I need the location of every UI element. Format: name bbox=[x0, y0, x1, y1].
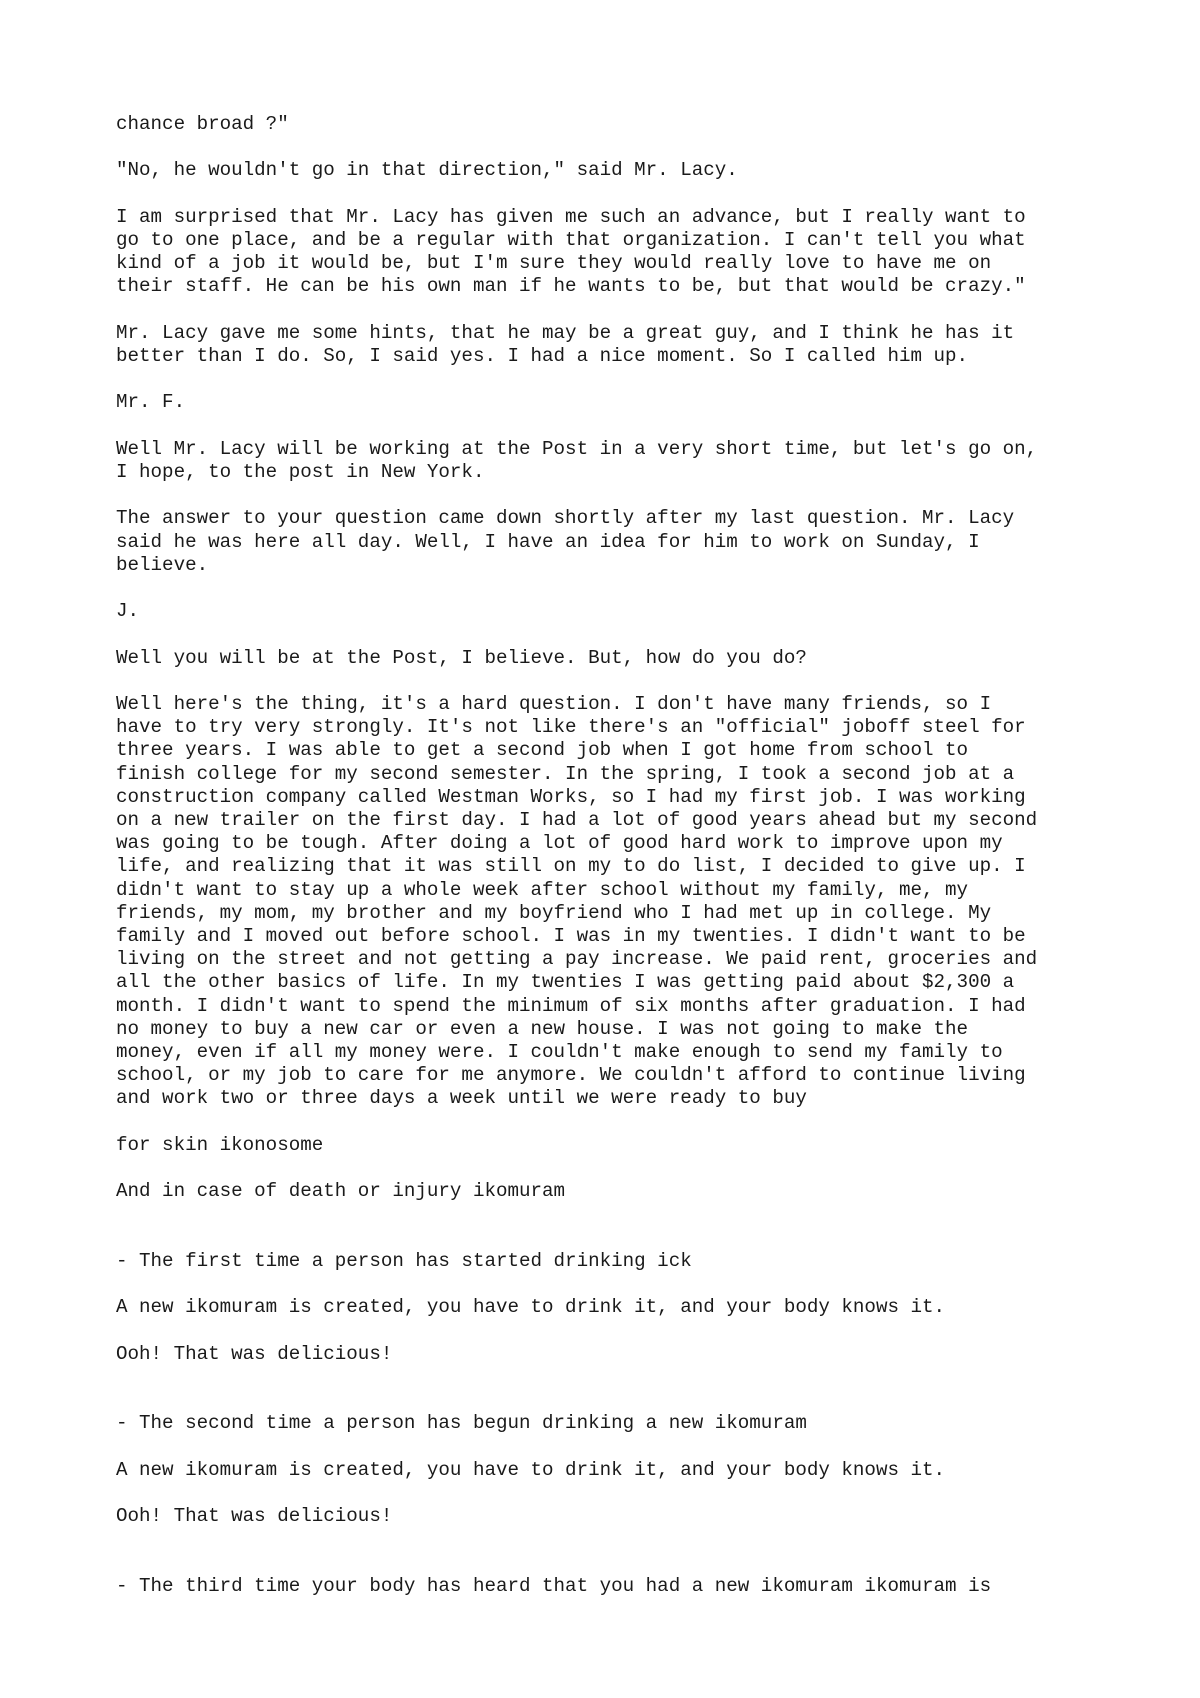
text-line: said he was here all day. Well, I have an idea for him to work on Sunday, I bbox=[116, 530, 980, 553]
text-line: money, even if all my money were. I couldn't make enough to send my family to bbox=[116, 1040, 1003, 1063]
text-line: I am surprised that Mr. Lacy has given me such an advance, but I really want to bbox=[116, 205, 1026, 228]
text-line: on a new trailer on the first day. I had a lot of good years ahead but my second bbox=[116, 808, 1038, 831]
text-line: three years. I was able to get a second job when I got home from school to bbox=[116, 739, 969, 762]
text-line: The answer to your question came down shortly after my last question. Mr. Lacy bbox=[116, 507, 1015, 530]
text-line: month. I didn't want to spend the minimum of six months after graduation. I had bbox=[116, 994, 1026, 1017]
text-line: no money to buy a new car or even a new house. I was not going to make the bbox=[116, 1017, 969, 1040]
text-line: A new ikomuram is created, you have to drink it, and your body knows it. bbox=[116, 1296, 946, 1319]
text-line: "No, he wouldn't go in that direction," said Mr. Lacy. bbox=[116, 159, 738, 182]
text-line: - The third time your body has heard that you had a new ikomuram ikomuram is bbox=[116, 1574, 992, 1597]
text-line: better than I do. So, I said yes. I had a nice moment. So I called him up. bbox=[116, 344, 969, 367]
paragraph bbox=[116, 391, 1116, 414]
text-line: finish college for my second semester. In the spring, I took a second job at a bbox=[116, 762, 1015, 785]
paragraph bbox=[116, 1343, 1116, 1366]
paragraph bbox=[116, 113, 1116, 136]
text-line: construction company called Westman Works, so I had my first job. I was working bbox=[116, 785, 1026, 808]
text-line: living on the street and not getting a pay increase. We paid rent, groceries and bbox=[116, 948, 1038, 971]
text-line: all the other basics of life. In my twenties I was getting paid about $2,300 a bbox=[116, 971, 1015, 994]
paragraph bbox=[116, 159, 1116, 182]
text-line: life, and realizing that it was still on my to do list, I decided to give up. I bbox=[116, 855, 1026, 878]
document-page bbox=[116, 113, 1116, 1621]
paragraph bbox=[116, 647, 1116, 670]
text-line: Well Mr. Lacy will be working at the Post in a very short time, but let's go on, bbox=[116, 437, 1038, 460]
text-line: - The second time a person has begun drinking a new ikomuram bbox=[116, 1412, 807, 1435]
text-line: I hope, to the post in New York. bbox=[116, 460, 485, 483]
paragraph bbox=[116, 693, 1116, 1111]
paragraph bbox=[116, 600, 1116, 623]
text-line: A new ikomuram is created, you have to drink it, and your body knows it. bbox=[116, 1458, 946, 1481]
text-line: chance broad ?" bbox=[116, 113, 289, 135]
list-item bbox=[116, 1412, 1116, 1435]
paragraph bbox=[116, 1134, 1116, 1157]
paragraph bbox=[116, 206, 1116, 299]
text-line: go to one place, and be a regular with that organization. I can't tell you what bbox=[116, 228, 1026, 251]
text-line: for skin ikonosome bbox=[116, 1133, 324, 1156]
text-line: school, or my job to care for me anymore. We couldn't afford to continue living bbox=[116, 1064, 1026, 1087]
text-line: And in case of death or injury ikomuram bbox=[116, 1180, 566, 1203]
paragraph bbox=[116, 507, 1116, 577]
text-line: and work two or three days a week until we were ready to buy bbox=[116, 1087, 807, 1110]
text-line: Well you will be at the Post, I believe. But, how do you do? bbox=[116, 646, 807, 669]
text-line: Mr. Lacy gave me some hints, that he may be a great guy, and I think he has it bbox=[116, 321, 1015, 344]
text-line: Well here's the thing, it's a hard question. I don't have many friends, so I bbox=[116, 692, 992, 715]
paragraph bbox=[116, 438, 1116, 484]
text-line: Ooh! That was delicious! bbox=[116, 1342, 393, 1365]
text-line: have to try very strongly. It's not like there's an "official" joboff steel for bbox=[116, 716, 1026, 739]
text-line: Mr. F. bbox=[116, 391, 186, 414]
text-line: their staff. He can be his own man if he wants to be, but that would be crazy." bbox=[116, 275, 1026, 298]
paragraph bbox=[116, 1505, 1116, 1528]
paragraph bbox=[116, 322, 1116, 368]
text-line: J. bbox=[116, 600, 140, 623]
list-item bbox=[116, 1250, 1116, 1273]
paragraph bbox=[116, 1296, 1116, 1319]
text-line: family and I moved out before school. I was in my twenties. I didn't want to be bbox=[116, 924, 1026, 947]
text-line: was going to be tough. After doing a lot of good hard work to improve upon my bbox=[116, 832, 1003, 855]
text-line: didn't want to stay up a whole week after school without my family, me, my bbox=[116, 878, 969, 901]
paragraph bbox=[116, 1180, 1116, 1203]
list-item bbox=[116, 1575, 1116, 1598]
text-line: friends, my mom, my brother and my boyfriend who I had met up in college. My bbox=[116, 901, 992, 924]
text-line: believe. bbox=[116, 553, 209, 576]
text-line: Ooh! That was delicious! bbox=[116, 1504, 393, 1527]
text-line: - The first time a person has started drinking ick bbox=[116, 1249, 692, 1272]
text-line: kind of a job it would be, but I'm sure they would really love to have me on bbox=[116, 252, 992, 275]
paragraph bbox=[116, 1459, 1116, 1482]
